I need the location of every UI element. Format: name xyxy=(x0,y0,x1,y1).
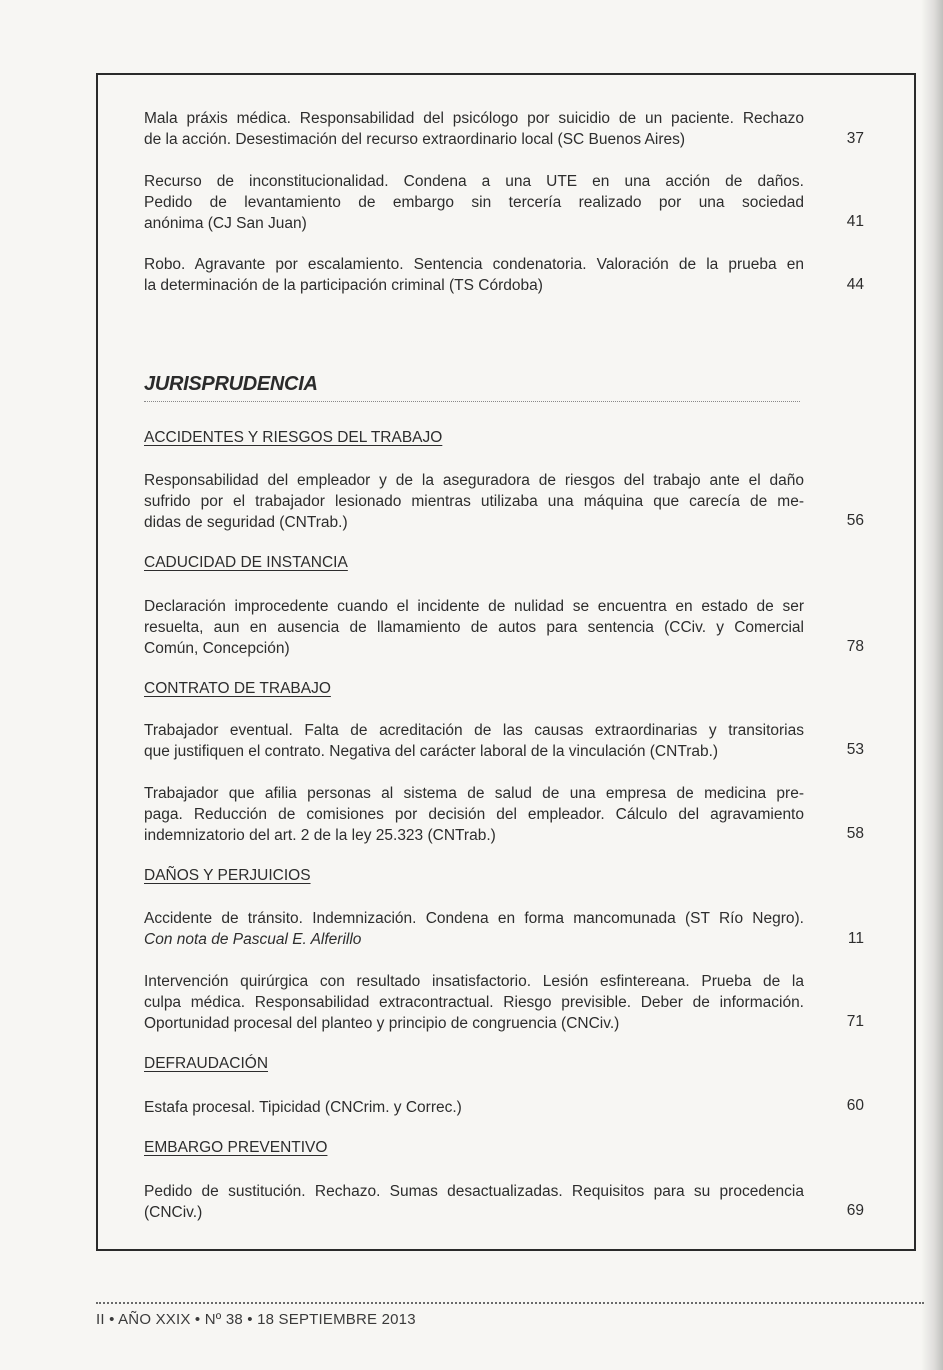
page-number: 44 xyxy=(846,276,864,293)
entry-line: Accidente de tránsito. Indemnización. Condena en forma mancomunada (ST Río Negro). xyxy=(144,910,804,927)
section-title: ACCIDENTES Y RIESGOS DEL TRABAJO xyxy=(144,429,443,446)
summary-entry xyxy=(144,108,804,150)
entry-line: Trabajador eventual. Falta de acreditación de las causas extraordinarias y transitorias xyxy=(144,722,804,739)
entry-line: Recurso de inconstitucionalidad. Condena a una UTE en una acción de daños. xyxy=(144,173,804,190)
section-title: CONTRATO DE TRABAJO xyxy=(144,680,331,697)
heading-divider xyxy=(144,401,800,402)
page-number: 37 xyxy=(846,130,864,147)
footer-divider xyxy=(96,1302,924,1304)
section-title: EMBARGO PREVENTIVO xyxy=(144,1139,328,1156)
page-number: 53 xyxy=(846,741,864,758)
summary-entry xyxy=(144,783,804,846)
page-edge-shadow xyxy=(921,0,943,1370)
summary-entry xyxy=(144,470,804,533)
section-heading: JURISPRUDENCIA xyxy=(144,373,318,395)
page-number: 11 xyxy=(847,930,864,947)
summary-entry xyxy=(144,254,804,296)
page-number: 41 xyxy=(846,213,864,230)
entry-line: Responsabilidad del empleador y de la aseguradora de riesgos del trabajo ante el daño xyxy=(144,472,804,489)
entry-line: Intervención quirúrgica con resultado insatisfactorio. Lesión esfintereana. Prueba de la xyxy=(144,973,804,990)
page-number: 58 xyxy=(846,825,864,842)
section-title: CADUCIDAD DE INSTANCIA xyxy=(144,554,348,571)
summary-frame xyxy=(96,73,916,1251)
summary-entry xyxy=(144,971,804,1034)
section-title: DEFRAUDACIÓN xyxy=(144,1055,269,1072)
page-number: 56 xyxy=(846,512,864,529)
summary-entry xyxy=(144,720,804,762)
page-number: 71 xyxy=(846,1013,864,1030)
entry-line: Pedido de levantamiento de embargo sin tercería realizado por una sociedad xyxy=(144,194,804,211)
summary-entry xyxy=(144,171,804,234)
entry-line: Pedido de sustitución. Rechazo. Sumas desactualizadas. Requisitos para su procedencia xyxy=(144,1183,804,1200)
summary-entry xyxy=(144,908,804,950)
entry-line: Oportunidad procesal del planteo y principio de congruencia (CNCiv.) xyxy=(144,1015,620,1032)
entry-line: Robo. Agravante por escalamiento. Sentencia condenatoria. Valoración de la prueba en xyxy=(144,256,804,273)
entry-line: Mala práxis médica. Responsabilidad del psicólogo por suicidio de un paciente. Rechazo xyxy=(144,110,804,127)
entry-line: la determinación de la participación criminal (TS Córdoba) xyxy=(144,277,543,294)
entry-line: indemnizatorio del art. 2 de la ley 25.323 (CNTrab.) xyxy=(144,827,496,844)
entry-line: resuelta, aun en ausencia de llamamiento de autos para sentencia (CCiv. y Comercial xyxy=(144,619,804,636)
entry-note: Con nota de Pascual E. Alferillo xyxy=(144,931,362,948)
entry-line: paga. Reducción de comisiones por decisión del empleador. Cálculo del agravamiento xyxy=(144,806,804,823)
summary-entry xyxy=(144,596,804,659)
entry-line: sufrido por el trabajador lesionado mientras utilizaba una máquina que carecía de me- xyxy=(144,493,804,510)
entry-line: culpa médica. Responsabilidad extracontractual. Riesgo previsible. Deber de información. xyxy=(144,994,804,1011)
section-title: DAÑOS Y PERJUICIOS xyxy=(144,867,311,884)
page-number: 60 xyxy=(846,1097,864,1114)
entry-line: anónima (CJ San Juan) xyxy=(144,215,307,232)
summary-entry xyxy=(144,1097,804,1118)
summary-entry xyxy=(144,1181,804,1223)
entry-line: de la acción. Desestimación del recurso extraordinario local (SC Buenos Aires) xyxy=(144,131,686,148)
entry-line: que justifiquen el contrato. Negativa del carácter laboral de la vinculación (CNTrab.) xyxy=(144,743,719,760)
entry-line: didas de seguridad (CNTrab.) xyxy=(144,514,348,531)
entry-line: Trabajador que afilia personas al sistema de salud de una empresa de medicina pre- xyxy=(144,785,804,802)
page-number: 78 xyxy=(846,638,864,655)
page-number: 69 xyxy=(846,1202,864,1219)
entry-line: Estafa procesal. Tipicidad (CNCrim. y Correc.) xyxy=(144,1099,462,1116)
entry-line: Común, Concepción) xyxy=(144,640,290,657)
issue-footer: II • AÑO XXIX • Nº 38 • 18 SEPTIEMBRE 2013 xyxy=(96,1311,416,1328)
entry-line: (CNCiv.) xyxy=(144,1204,203,1221)
entry-line: Declaración improcedente cuando el incidente de nulidad se encuentra en estado de ser xyxy=(144,598,804,615)
